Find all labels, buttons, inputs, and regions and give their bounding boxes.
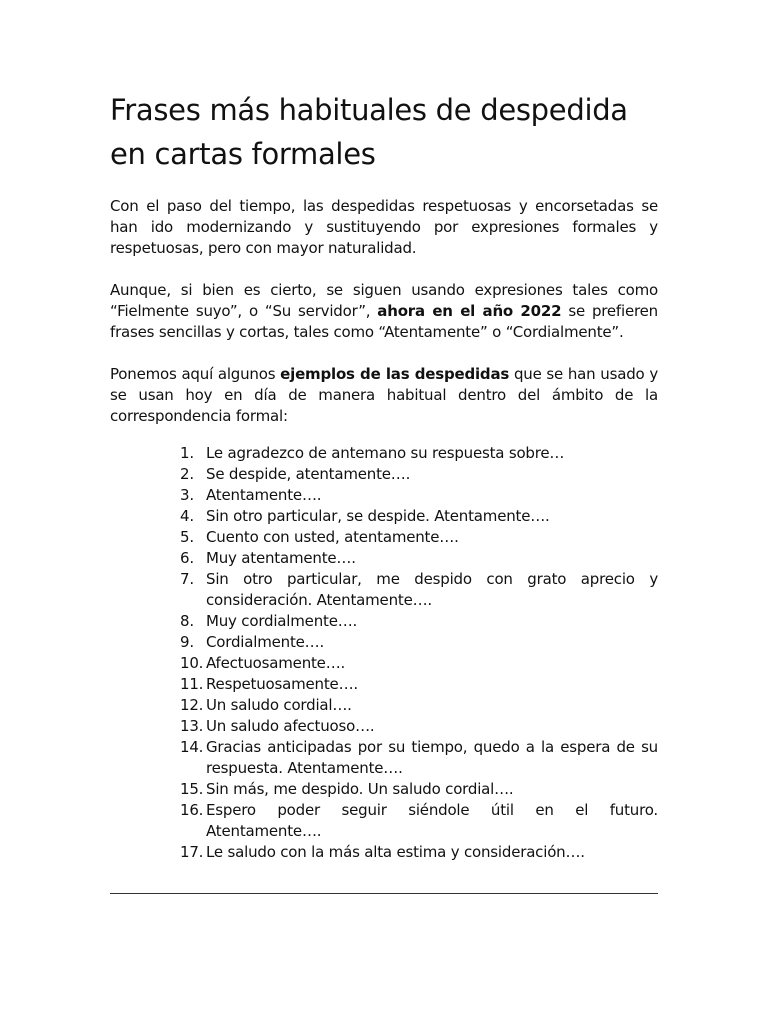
list-item-text: Respetuosamente…. bbox=[206, 675, 358, 693]
list-item-number: 7. bbox=[180, 570, 194, 588]
list-item-number: 10. bbox=[180, 654, 204, 672]
list-item-text: Sin otro particular, me despido con grato aprecio y consideración. Atentamente…. bbox=[206, 570, 658, 609]
list-item-number: 9. bbox=[180, 633, 194, 651]
list-item-number: 13. bbox=[180, 717, 204, 735]
paragraph-expressions-bold: ahora en el año 2022 bbox=[377, 302, 562, 320]
list-item-number: 14. bbox=[180, 738, 204, 756]
list-item-number: 2. bbox=[180, 465, 194, 483]
list-item-text: Sin más, me despido. Un saludo cordial…. bbox=[206, 780, 514, 798]
footer-divider bbox=[110, 893, 658, 894]
list-item-text: Un saludo cordial…. bbox=[206, 696, 352, 714]
list-item bbox=[180, 800, 658, 842]
document-page bbox=[110, 88, 658, 863]
paragraph-expressions-text-1: Aunque, si bien es cierto, se siguen usando expresiones tales como “Fielmente suyo”, o “Su servidor”, bbox=[110, 281, 658, 320]
list-item bbox=[180, 569, 658, 611]
list-item-text: Le saludo con la más alta estima y consideración…. bbox=[206, 843, 585, 861]
list-item-text: Se despide, atentamente…. bbox=[206, 465, 411, 483]
list-item bbox=[180, 506, 658, 527]
list-item-text: Atentamente…. bbox=[206, 486, 322, 504]
list-item-number: 17. bbox=[180, 843, 204, 861]
list-item-number: 8. bbox=[180, 612, 194, 630]
list-item-text: Muy cordialmente…. bbox=[206, 612, 358, 630]
list-item-text: Un saludo afectuoso…. bbox=[206, 717, 375, 735]
list-item-text: Espero poder seguir siéndole útil en el futuro. Atentamente…. bbox=[206, 801, 658, 840]
list-item-number: 12. bbox=[180, 696, 204, 714]
paragraph-expressions-text-2: se prefieren frases sencillas y cortas, tales como “Atentamente” o “Cordialmente”. bbox=[110, 302, 658, 341]
list-item bbox=[180, 674, 658, 695]
paragraph-examples-text-1: Ponemos aquí algunos bbox=[110, 365, 281, 383]
list-item-text: Sin otro particular, se despide. Atentamente…. bbox=[206, 507, 550, 525]
list-item bbox=[180, 485, 658, 506]
list-item-number: 6. bbox=[180, 549, 194, 567]
list-item bbox=[180, 464, 658, 485]
list-item-number: 5. bbox=[180, 528, 194, 546]
farewell-list bbox=[110, 443, 658, 863]
list-item bbox=[180, 716, 658, 737]
paragraph-examples-bold: ejemplos de las despedidas bbox=[280, 365, 510, 383]
list-item bbox=[180, 779, 658, 800]
list-item-number: 1. bbox=[180, 444, 194, 462]
list-item bbox=[180, 632, 658, 653]
list-item-number: 3. bbox=[180, 486, 194, 504]
list-item bbox=[180, 527, 658, 548]
list-item bbox=[180, 611, 658, 632]
list-item-number: 4. bbox=[180, 507, 194, 525]
list-item-text: Gracias anticipadas por su tiempo, quedo a la espera de su respuesta. Atentamente…. bbox=[206, 738, 658, 777]
paragraph-intro bbox=[110, 196, 658, 259]
paragraph-expressions bbox=[110, 280, 658, 343]
paragraph-examples-text-2: que se han usado y se usan hoy en día de manera habitual dentro del ámbito de la correspondencia formal: bbox=[110, 365, 659, 425]
list-item-number: 11. bbox=[180, 675, 204, 693]
list-item bbox=[180, 443, 658, 464]
list-item bbox=[180, 653, 658, 674]
list-item bbox=[180, 737, 658, 779]
list-item-text: Cuento con usted, atentamente…. bbox=[206, 528, 459, 546]
paragraph-examples bbox=[110, 364, 658, 427]
list-item bbox=[180, 842, 658, 863]
list-item-text: Cordialmente…. bbox=[206, 633, 325, 651]
paragraph-intro-text: Con el paso del tiempo, las despedidas respetuosas y encorsetadas se han ido modernizando y sustituyendo por expresiones formales y respetuosas, pero con mayor naturalidad. bbox=[110, 197, 658, 257]
list-item-text: Muy atentamente…. bbox=[206, 549, 356, 567]
list-item-number: 15. bbox=[180, 780, 204, 798]
list-item-text: Afectuosamente…. bbox=[206, 654, 346, 672]
document-title: Frases más habituales de despedida en cartas formales bbox=[110, 93, 628, 171]
list-item bbox=[180, 695, 658, 716]
list-item-number: 16. bbox=[180, 801, 204, 819]
list-item bbox=[180, 548, 658, 569]
list-item-text: Le agradezco de antemano su respuesta sobre… bbox=[206, 444, 565, 462]
